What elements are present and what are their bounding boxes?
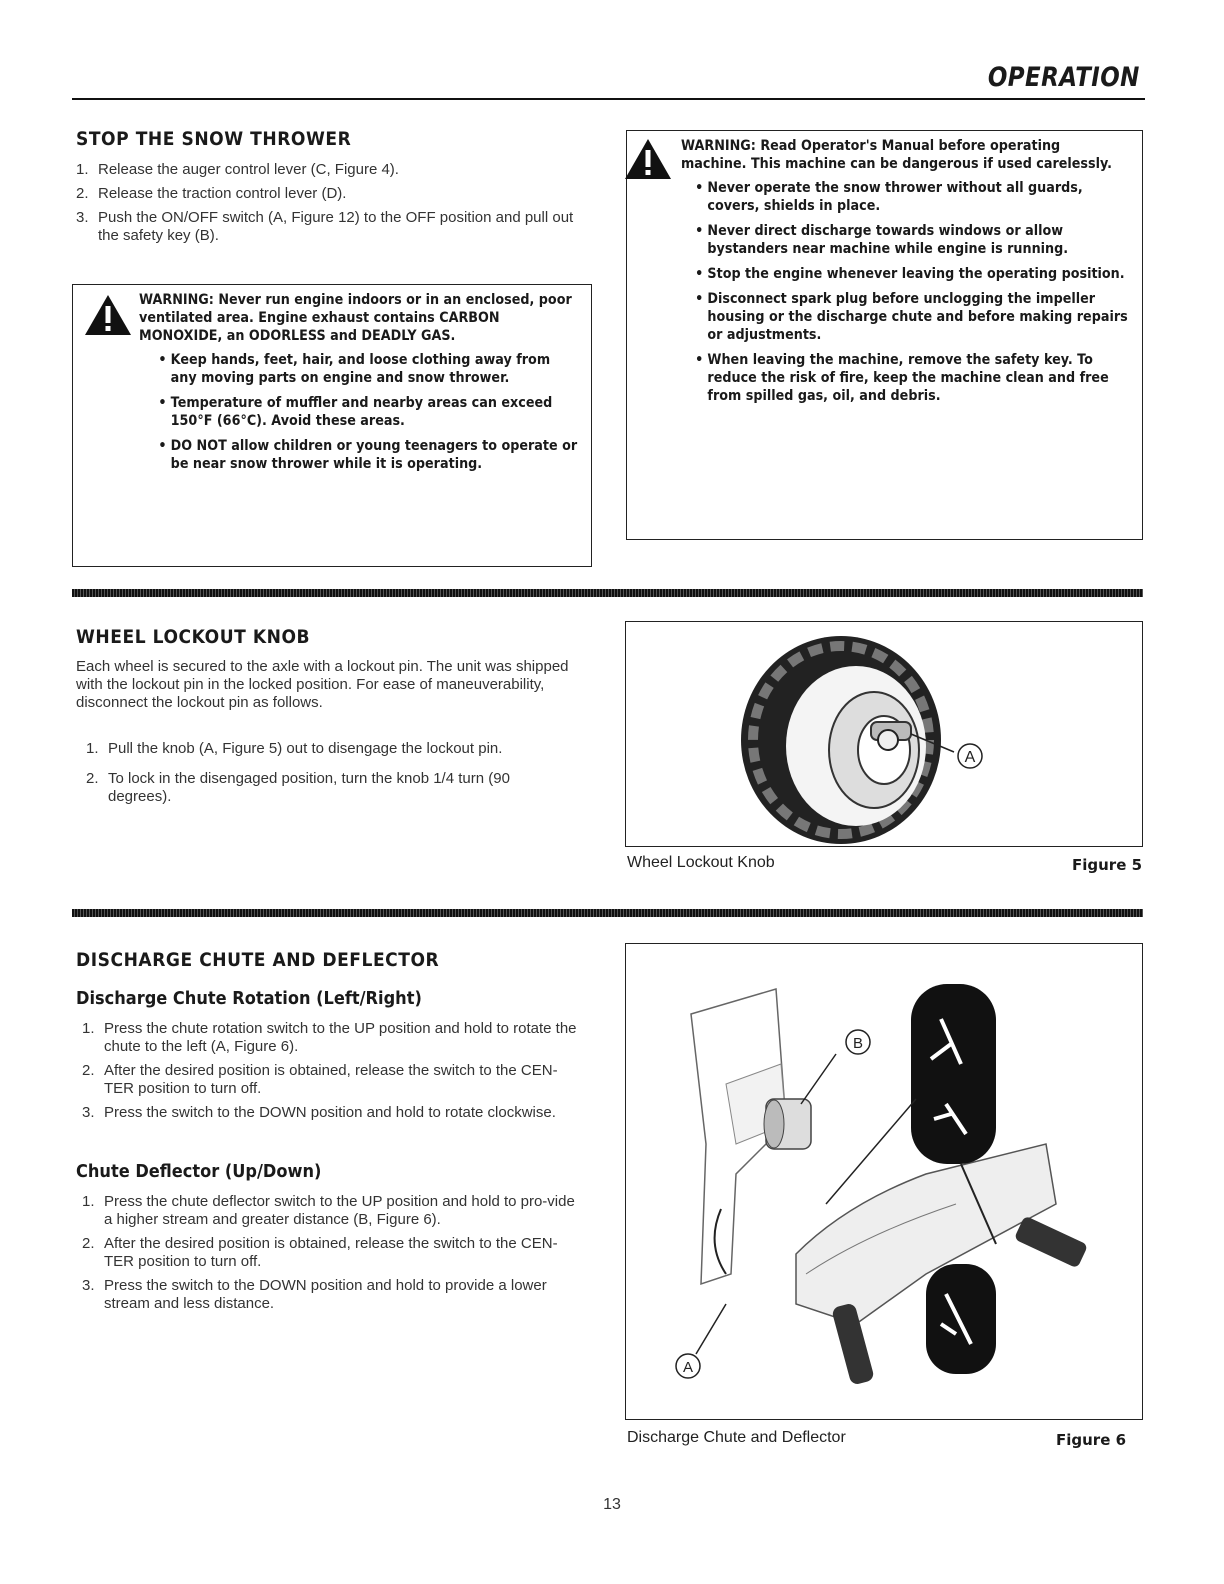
page-number: 13 — [603, 1496, 621, 1513]
warning-bullet: • Stop the engine whenever leaving the operating position. — [693, 265, 1129, 283]
list-item: 3. Press the switch to the DOWN position and hold to rotate clockwise. — [82, 1104, 556, 1121]
warning-icon — [83, 293, 133, 337]
list-item: 1. Pull the knob (A, Figure 5) out to disengage the lockout pin. — [86, 740, 503, 757]
figure-6 — [625, 943, 1143, 1420]
deflector-heading: Chute Deflector (Up/Down) — [76, 1161, 322, 1182]
wheel-heading: WHEEL LOCKOUT KNOB — [76, 626, 311, 648]
warning-bullet: • When leaving the machine, remove the safety key. To reduce the risk of fire, keep the machine clean and free from spilled gas, oil, and debris. — [693, 351, 1129, 405]
carbon-monoxide-warning — [72, 284, 592, 567]
warning-bullet: • Temperature of muffler and nearby areas can exceed 150°F (66°C). Avoid these areas. — [157, 394, 579, 430]
list-item: 2. After the desired position is obtained, release the switch to the CEN-TER position to turn off. — [82, 1235, 558, 1270]
rotation-heading: Discharge Chute Rotation (Left/Right) — [76, 988, 422, 1009]
header-rule — [72, 98, 1145, 100]
chute-illustration — [626, 944, 1141, 1418]
warning-lead: WARNING: Read Operator's Manual before operating machine. This machine can be dangerous if used carelessly. — [681, 138, 1112, 172]
rotation-steps — [82, 1020, 582, 1128]
figure-5-caption: Wheel Lockout Knob — [627, 854, 775, 871]
figure-5-label: Figure 5 — [1072, 856, 1143, 874]
list-item: 2. To lock in the disengaged position, turn the knob 1/4 turn (90 degrees). — [86, 770, 510, 805]
wheel-steps — [86, 740, 546, 812]
warning-icon — [623, 137, 673, 181]
deflector-steps — [82, 1193, 582, 1319]
list-item: 1. Press the chute rotation switch to the UP position and hold to rotate the chute to the left (A, Figure 6). — [82, 1020, 577, 1055]
operator-manual-warning — [626, 130, 1143, 540]
list-item: 1. Release the auger control lever (C, Figure 4). — [76, 161, 399, 178]
list-item: 2. After the desired position is obtained, release the switch to the CEN-TER position to turn off. — [82, 1062, 558, 1097]
warning-bullet: • DO NOT allow children or young teenagers to operate or be near snow thrower while it is operating. — [157, 437, 579, 473]
callout-b: B — [852, 1035, 864, 1052]
section-divider — [72, 589, 1143, 597]
wheel-intro: Each wheel is secured to the axle with a lockout pin. The unit was shipped with the lockout pin in the locked position. For ease of maneuverability, disconnect the lockout pin as follows. — [76, 658, 569, 711]
warning-bullet: • Disconnect spark plug before unclogging the impeller housing or the discharge chute and before making repairs or adjustments. — [693, 290, 1129, 344]
warning-bullet: • Keep hands, feet, hair, and loose clothing away from any moving parts on engine and snow thrower. — [157, 351, 579, 387]
list-item: 3. Press the switch to the DOWN position and hold to provide a lower stream and less distance. — [82, 1277, 547, 1312]
list-item: 2. Release the traction control lever (D). — [76, 185, 347, 202]
section-divider — [72, 909, 1143, 917]
stop-heading: STOP THE SNOW THROWER — [76, 128, 352, 150]
discharge-heading: DISCHARGE CHUTE AND DEFLECTOR — [76, 949, 440, 971]
section-title: OPERATION — [988, 62, 1140, 93]
figure-6-caption: Discharge Chute and Deflector — [627, 1429, 846, 1446]
wheel-illustration — [626, 622, 1141, 845]
list-item: 1. Press the chute deflector switch to the UP position and hold to pro-vide a higher stream and greater distance (B, Figure 6). — [82, 1193, 575, 1228]
list-item: 3. Push the ON/OFF switch (A, Figure 12) to the OFF position and pull out the safety key (B). — [76, 209, 574, 244]
callout-a: A — [964, 749, 976, 766]
warning-bullet: • Never direct discharge towards windows or allow bystanders near machine while engine is running. — [693, 222, 1129, 258]
callout-a: A — [682, 1359, 694, 1376]
warning-lead: WARNING: Never run engine indoors or in an enclosed, poor ventilated area. Engine exhaust contains CARBON MONOXIDE, an ODORLESS and DEADLY GAS. — [139, 292, 572, 344]
stop-steps — [76, 161, 576, 251]
figure-6-label: Figure 6 — [1056, 1431, 1127, 1449]
warning-bullet: • Never operate the snow thrower without all guards, covers, shields in place. — [693, 179, 1129, 215]
figure-5 — [625, 621, 1143, 847]
